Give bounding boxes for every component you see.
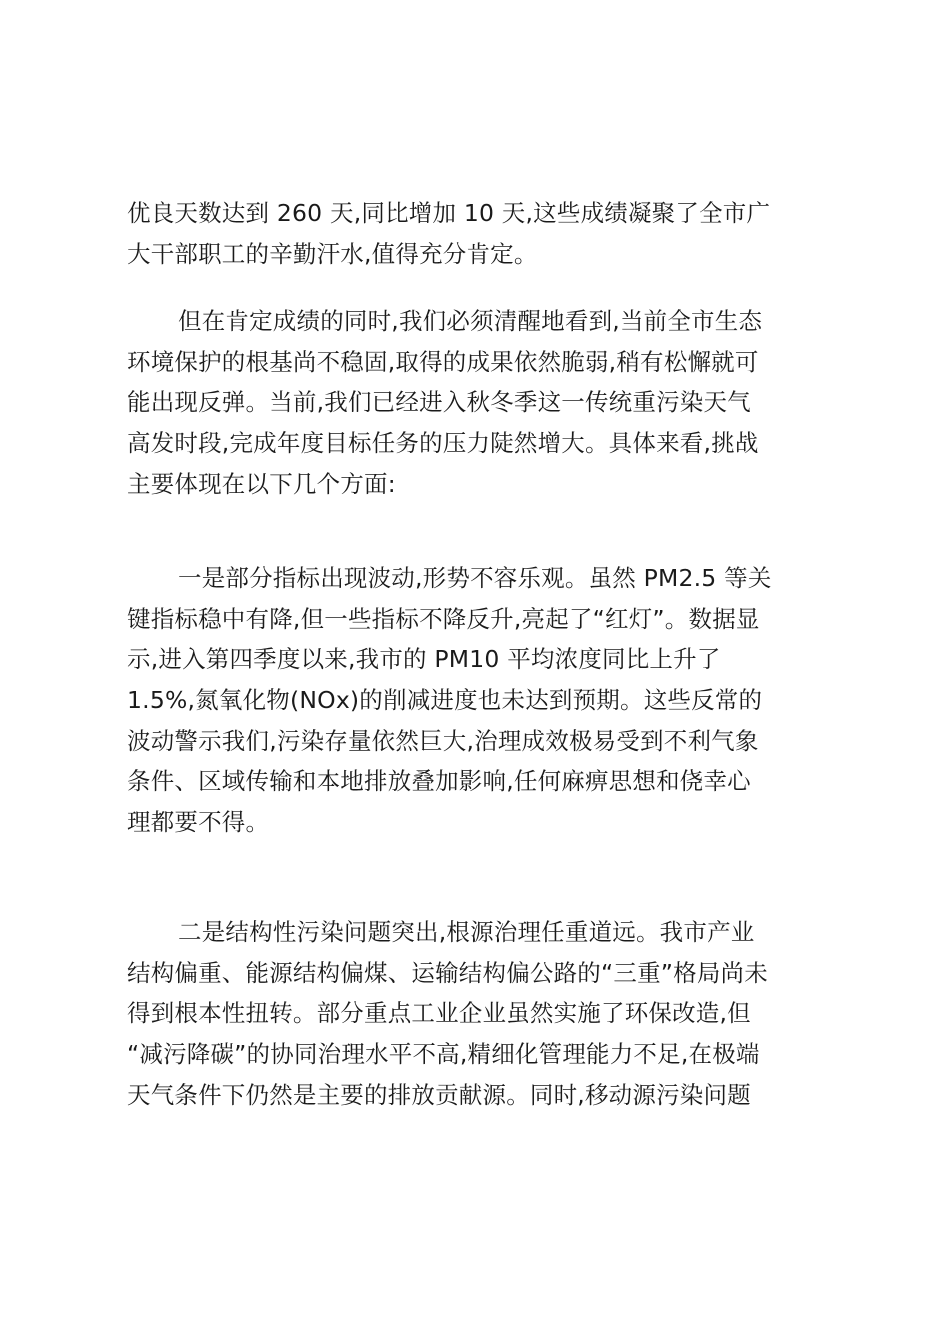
text-line: 结构偏重、能源结构偏煤、运输结构偏公路的“三重”格局尚未 <box>127 958 768 987</box>
paragraph-continuation <box>127 193 827 274</box>
text-line: “减污降碳”的协同治理水平不高,精细化管理能力不足,在极端 <box>127 1040 760 1069</box>
paragraph-point-one <box>127 558 827 843</box>
text-line: 键指标稳中有降,但一些指标不降反升,亮起了“红灯”。数据显 <box>127 604 760 633</box>
text-line: 波动警示我们,污染存量依然巨大,治理成效极易受到不利气象 <box>127 726 759 755</box>
text-line: 但在肯定成绩的同时,我们必须清醒地看到,当前全市生态 <box>178 307 763 335</box>
text-line: 1.5%,氮氧化物(NOx)的削减进度也未达到预期。这些反常的 <box>127 686 763 715</box>
text-line: 环境保护的根基尚不稳固,取得的成果依然脆弱,稍有松懈就可 <box>127 347 759 376</box>
text-line: 示,进入第四季度以来,我市的 PM10 平均浓度同比上升了 <box>127 645 721 674</box>
text-line: 理都要不得。 <box>127 808 270 837</box>
text-line: 主要体现在以下几个方面: <box>127 469 396 498</box>
text-line: 能出现反弹。当前,我们已经进入秋冬季这一传统重污染天气 <box>127 388 751 417</box>
paragraph-challenges-intro <box>127 301 827 504</box>
text-line: 高发时段,完成年度目标任务的压力陡然增大。具体来看,挑战 <box>127 429 759 458</box>
text-line: 二是结构性污染问题突出,根源治理任重道远。我市产业 <box>178 918 755 946</box>
text-line: 大干部职工的辛勤汗水,值得充分肯定。 <box>127 239 538 268</box>
text-line: 一是部分指标出现波动,形势不容乐观。虽然 PM2.5 等关 <box>178 564 772 592</box>
text-line: 优良天数达到 260 天,同比增加 10 天,这些成绩凝聚了全市广 <box>127 199 771 227</box>
text-line: 条件、区域传输和本地排放叠加影响,任何麻痹思想和侥幸心 <box>127 767 751 796</box>
text-line: 天气条件下仍然是主要的排放贡献源。同时,移动源污染问题 <box>127 1080 751 1109</box>
text-line: 得到根本性扭转。部分重点工业企业虽然实施了环保改造,但 <box>127 999 751 1028</box>
paragraph-point-two <box>127 912 827 1115</box>
